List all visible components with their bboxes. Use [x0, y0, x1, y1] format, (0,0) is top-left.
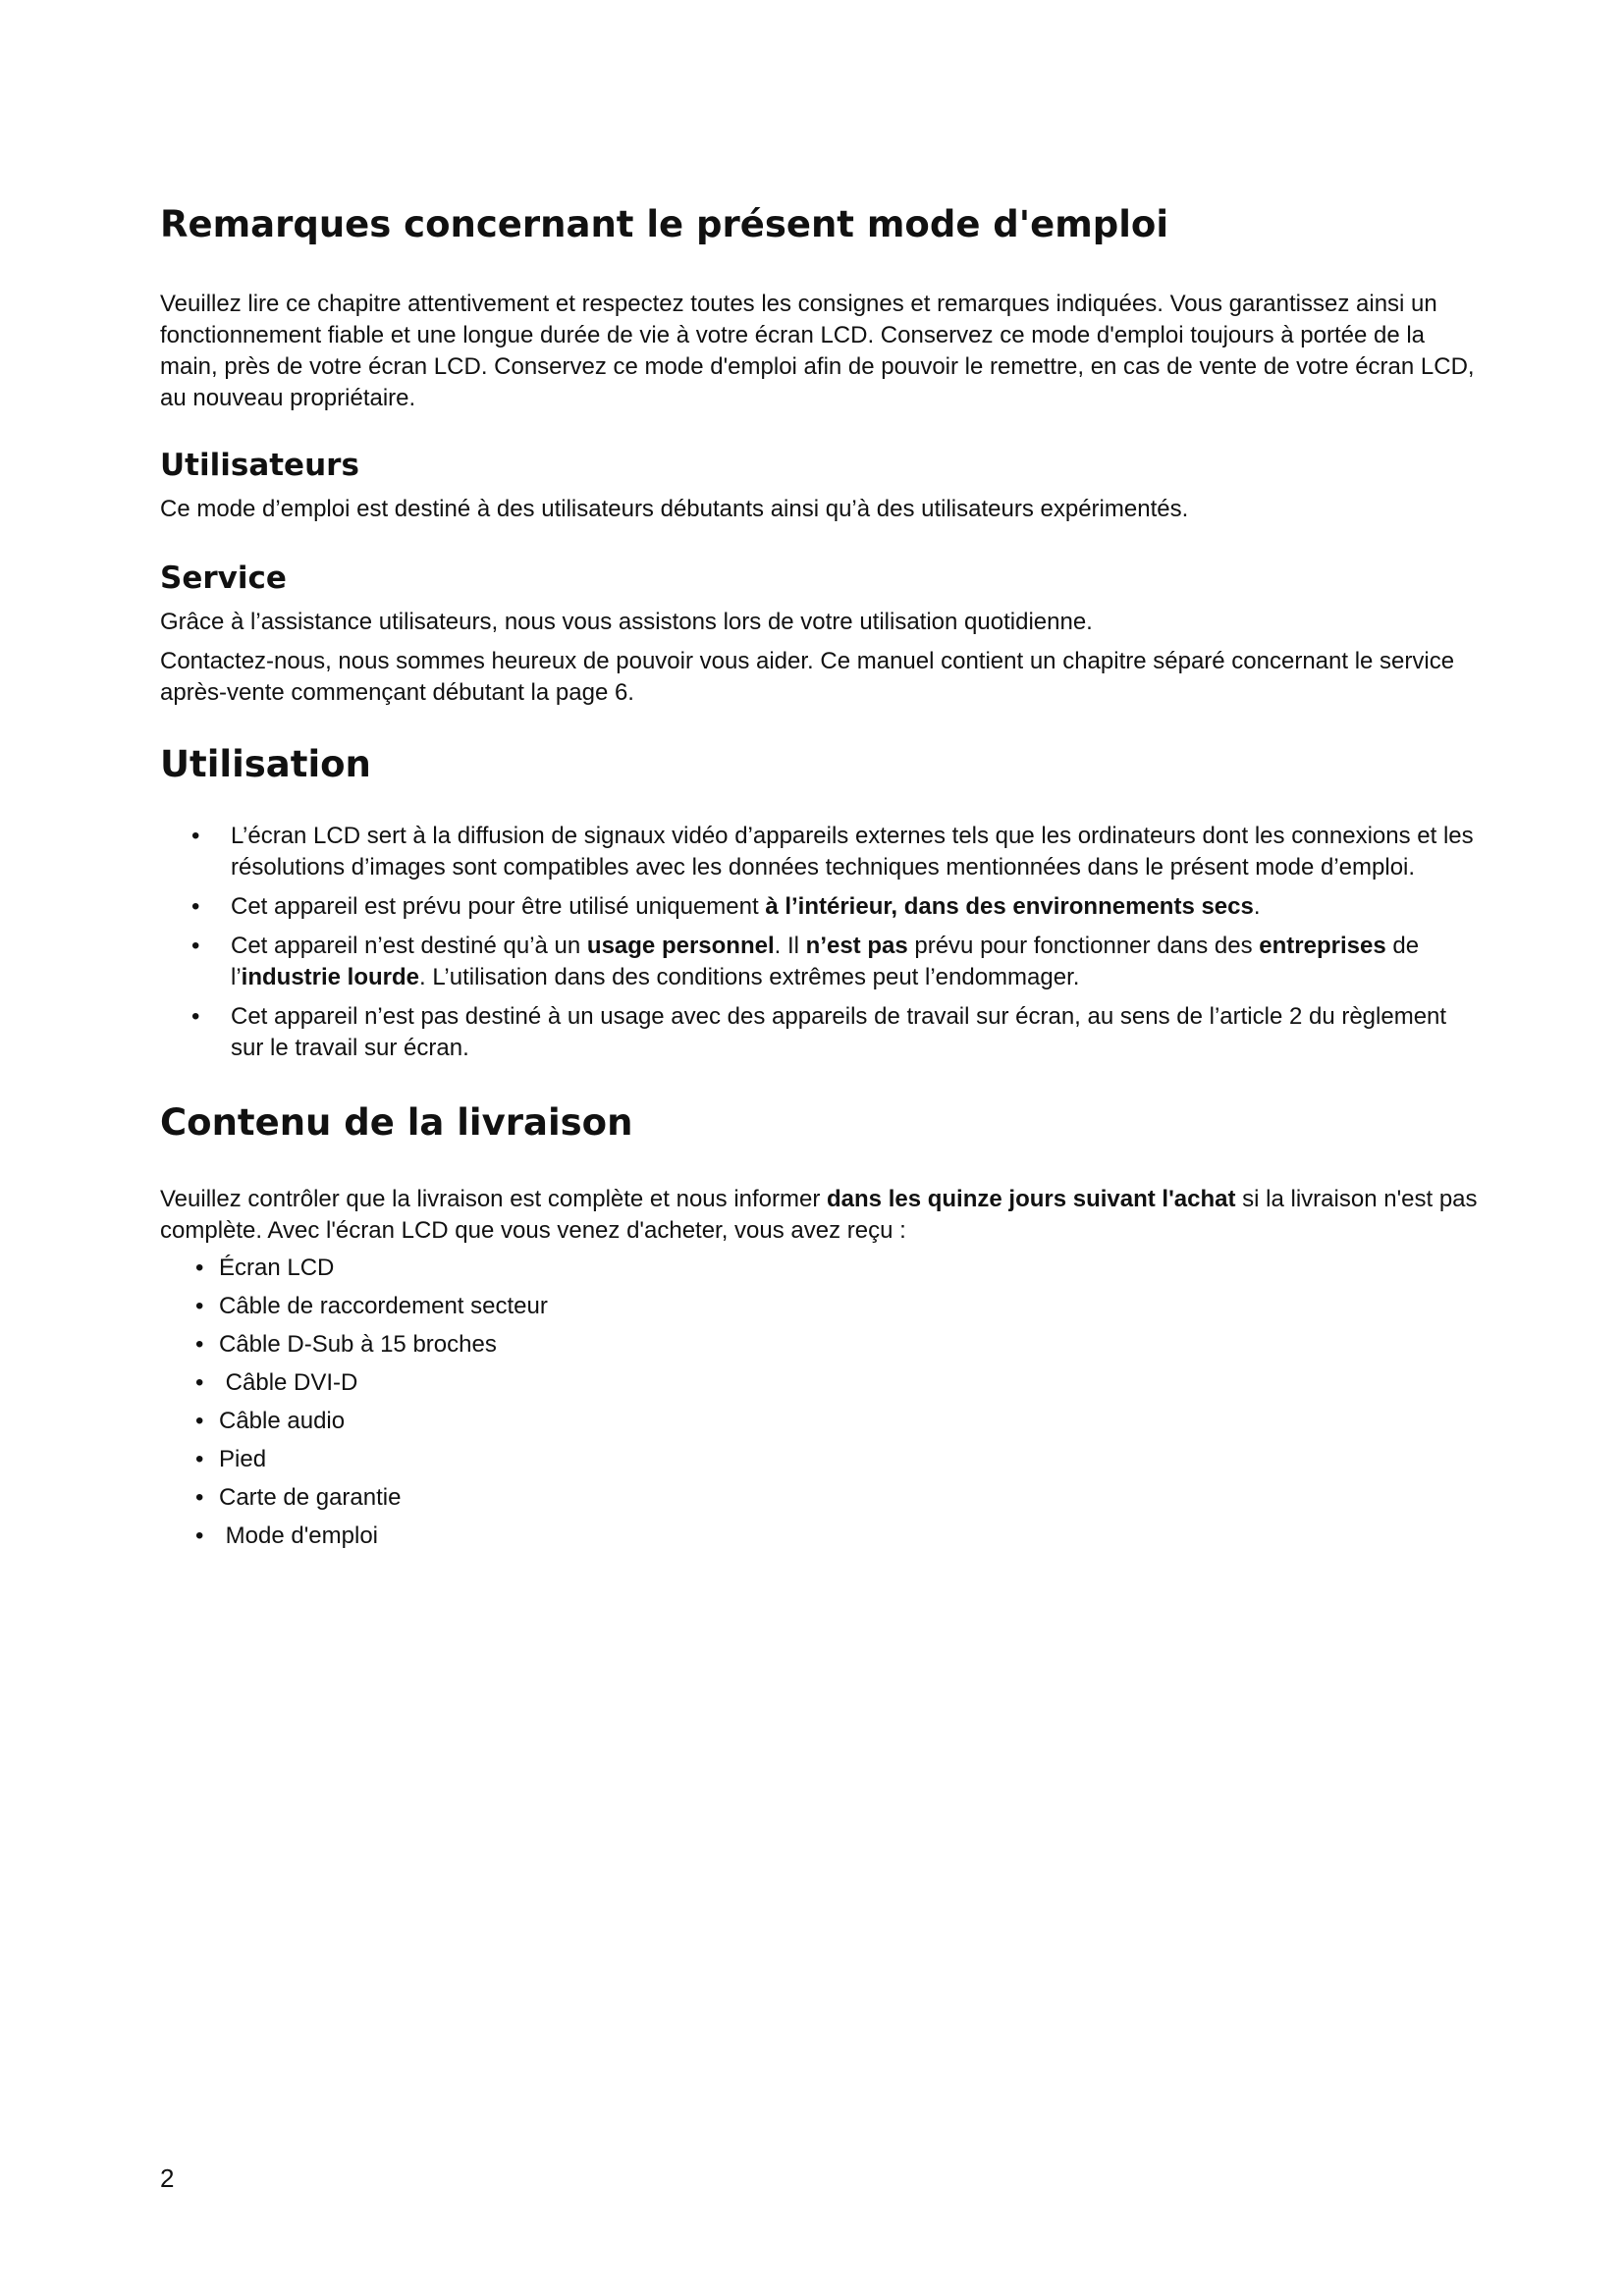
remarques-paragraph: Veuillez lire ce chapitre attentivement et respectez toutes les consignes et remarques indiquées. Vous garantissez ainsi un fonctionnement fiable et une longue durée de vie à votre écran LCD. Conservez ce mode d'emploi toujours à portée de la main, près de votre écran LCD. Conservez ce mode d'emploi afin de pouvoir le remettre, en cas de vente de votre écran LCD, au nouveau propriétaire. [160, 291, 1475, 411]
utilisation-item: • Cet appareil est prévu pour être utilisé uniquement à l’intérieur, dans des environnements secs. [160, 891, 1481, 923]
utilisation-item: • L’écran LCD sert à la diffusion de signaux vidéo d’appareils externes tels que les ordinateurs dont les connexions et les résolutions d’images sont compatibles avec les données techniques mentionnées dans le présent mode d’emploi. [160, 821, 1481, 883]
document-page [160, 201, 1481, 1559]
section-service [160, 559, 1481, 709]
heading-contenu: Contenu de la livraison [160, 1101, 633, 1144]
contenu-item: • Pied [160, 1444, 1481, 1475]
contenu-item: • Câble audio [160, 1406, 1481, 1437]
contenu-item: • Câble de raccordement secteur [160, 1291, 1481, 1322]
section-contenu [160, 1099, 1481, 1552]
heading-utilisation: Utilisation [160, 743, 371, 785]
heading-utilisateurs: Utilisateurs [160, 448, 359, 483]
utilisation-list [160, 821, 1481, 1064]
heading-remarques: Remarques concernant le présent mode d'emploi [160, 203, 1169, 245]
section-utilisateurs [160, 446, 1481, 525]
contenu-item: • Carte de garantie [160, 1482, 1481, 1514]
service-paragraph-2: Contactez-nous, nous sommes heureux de pouvoir vous aider. Ce manuel contient un chapitre séparé concernant le service après-vente commençant débutant la page 6. [160, 648, 1455, 706]
utilisation-item: • Cet appareil n’est destiné qu’à un usage personnel. Il n’est pas prévu pour fonctionner dans des entreprises de l’industrie lourde. L’utilisation dans des conditions extrêmes peut l’endommager. [160, 931, 1481, 993]
contenu-item: • Écran LCD [160, 1253, 1481, 1284]
utilisateurs-paragraph: Ce mode d’emploi est destiné à des utilisateurs débutants ainsi qu’à des utilisateurs expérimentés. [160, 496, 1189, 522]
service-paragraph-1: Grâce à l’assistance utilisateurs, nous vous assistons lors de votre utilisation quotidienne. [160, 609, 1093, 635]
contenu-list [160, 1253, 1481, 1552]
page-number: 2 [160, 2163, 175, 2193]
contenu-item: • Mode d'emploi [160, 1521, 1481, 1552]
heading-service: Service [160, 561, 287, 596]
contenu-item: • Câble D-Sub à 15 broches [160, 1329, 1481, 1361]
section-remarques [160, 201, 1481, 414]
utilisation-item: • Cet appareil n’est pas destiné à un usage avec des appareils de travail sur écran, au sens de l’article 2 du règlement sur le travail sur écran. [160, 1001, 1481, 1064]
contenu-intro: Veuillez contrôler que la livraison est complète et nous informer dans les quinze jours suivant l'achat si la livraison n'est pas complète. Avec l'écran LCD que vous venez d'acheter, vous avez reçu : [160, 1186, 1478, 1244]
contenu-item: • Câble DVI-D [160, 1367, 1481, 1399]
section-utilisation [160, 741, 1481, 1064]
